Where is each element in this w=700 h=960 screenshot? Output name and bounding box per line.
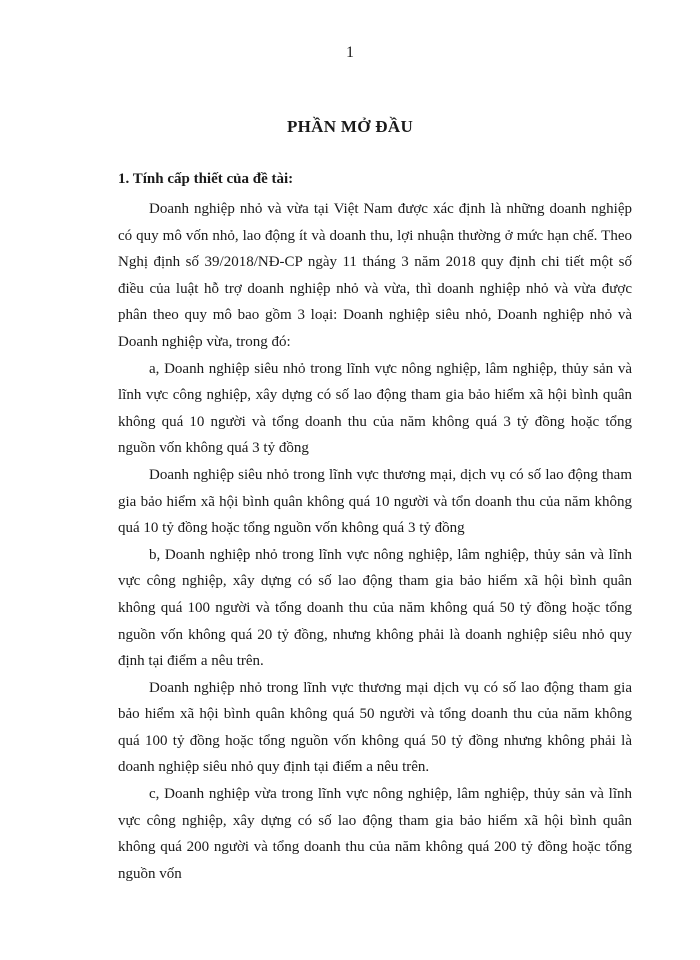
paragraph-small-trade: Doanh nghiệp nhỏ trong lĩnh vực thương mại dịch vụ có số lao động tham gia bảo hiểm xã hội bình quân không quá 50 người và tổng doanh thu của năm không quá 100 tỷ đồng hoặc tổng nguồn vốn không quá 50 tỷ đồng nhưng không phải là doanh nghiệp siêu nhỏ quy định tại điểm a nêu trên. bbox=[118, 679, 632, 776]
section-heading: 1. Tính cấp thiết của đề tài: bbox=[118, 171, 294, 187]
page-number: 1 bbox=[346, 44, 354, 61]
body-text bbox=[118, 196, 632, 887]
paragraph-intro: Doanh nghiệp nhỏ và vừa tại Việt Nam được xác định là những doanh nghiệp có quy mô vốn nhỏ, lao động ít và doanh thu, lợi nhuận thường ở mức hạn chế. Theo Nghị định số 39/2018/NĐ-CP ngày 11 tháng 3 năm 2018 quy định chi tiết một số điều của luật hỗ trợ doanh nghiệp nhỏ và vừa, thì doanh nghiệp nhỏ và vừa được phân theo quy mô bao gồm 3 loại: Doanh nghiệp siêu nhỏ, Doanh nghiệp nhỏ và Doanh nghiệp vừa, trong đó: bbox=[118, 201, 632, 350]
paragraph-small-agriculture: b, Doanh nghiệp nhỏ trong lĩnh vực nông nghiệp, lâm nghiệp, thủy sản và lĩnh vực công nghiệp, xây dựng có số lao động tham gia bảo hiểm xã hội bình quân không quá 100 người và tổng doanh thu của năm không quá 50 tỷ đồng hoặc tổng nguồn vốn không quá 20 tỷ đồng, nhưng không phải là doanh nghiệp siêu nhỏ quy định tại điểm a nêu trên. bbox=[118, 546, 632, 670]
paragraph-medium-agriculture: c, Doanh nghiệp vừa trong lĩnh vực nông nghiệp, lâm nghiệp, thủy sản và lĩnh vực công nghiệp, xây dựng có số lao động tham gia bảo hiểm xã hội bình quân không quá 200 người và tổng doanh thu của năm không quá 200 tỷ đồng hoặc tổng nguồn vốn bbox=[118, 786, 632, 882]
paragraph-micro-trade: Doanh nghiệp siêu nhỏ trong lĩnh vực thương mại, dịch vụ có số lao động tham gia bảo hiểm xã hội bình quân không quá 10 người và tổn doanh thu của năm không quá 10 tỷ đồng hoặc tổng nguồn vốn không quá 3 tỷ đồng bbox=[118, 466, 632, 537]
chapter-title: PHẦN MỞ ĐẦU bbox=[286, 117, 414, 136]
paragraph-micro-agriculture: a, Doanh nghiệp siêu nhỏ trong lĩnh vực nông nghiệp, lâm nghiệp, thủy sản và lĩnh vực công nghiệp, xây dựng có số lao động tham gia bảo hiểm xã hội bình quân không quá 10 người và tổng doanh thu của năm không quá 3 tỷ đồng hoặc tổng nguồn vốn không quá 3 tỷ đồng bbox=[118, 360, 632, 457]
